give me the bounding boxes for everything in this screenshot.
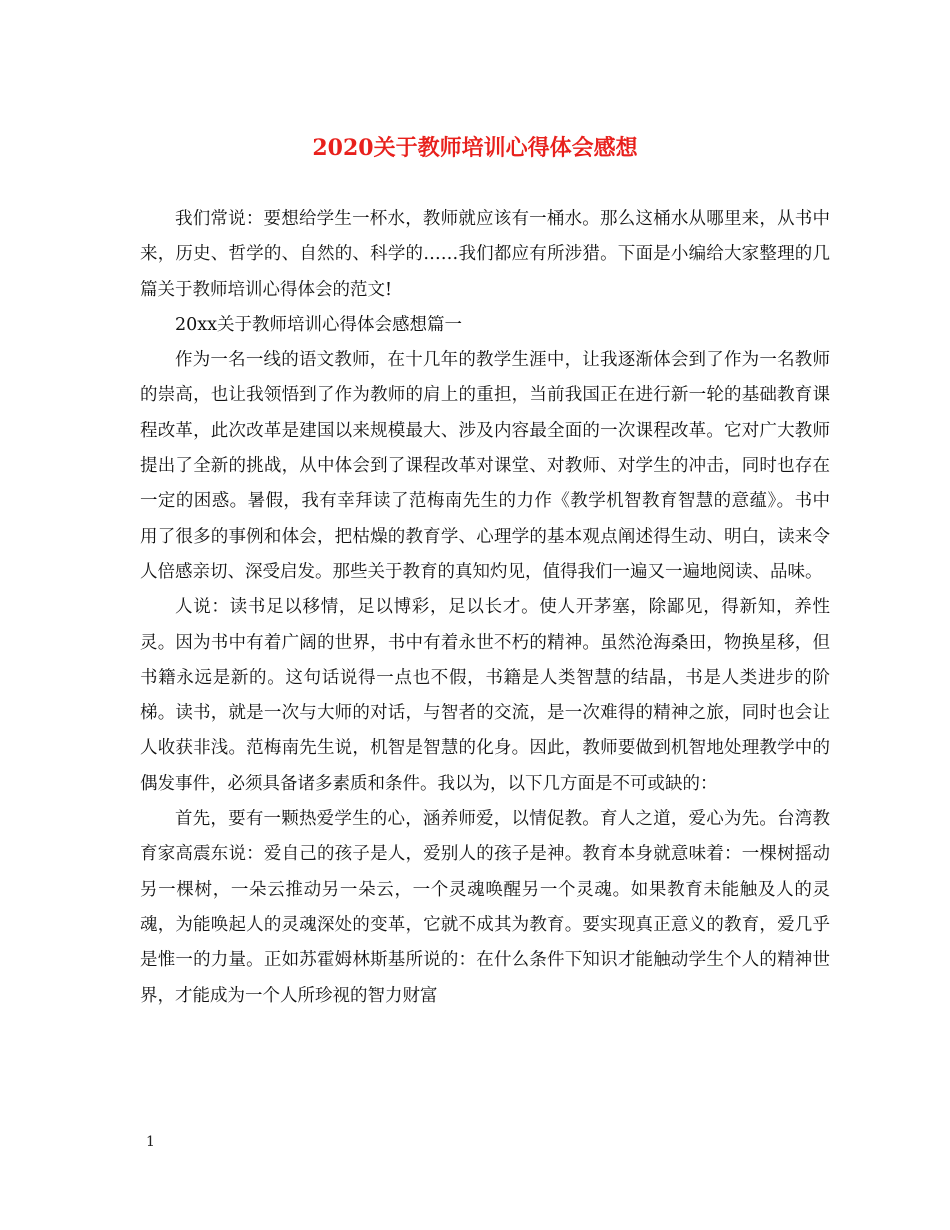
intro-paragraph: 我们常说：要想给学生一杯水，教师就应该有一桶水。那么这桶水从哪里来，从书中来，历史、哲学的、自然的、科学的……我们都应有所涉猎。下面是小编给大家整理的几篇关于教师培训心得体会的范文! — [140, 209, 830, 300]
section-heading: 20xx关于教师培训心得体会感想篇一 — [175, 314, 463, 335]
body-paragraph-2: 人说：读书足以移情，足以博彩，足以长才。使人开茅塞，除鄙见，得新知，养性灵。因为书中有着广阔的世界，书中有着永世不朽的精神。虽然沧海桑田，物换星移，但书籍永远是新的。这句话说得一点也不假，书籍是人类智慧的结晶，书是人类进步的阶梯。读书，就是一次与大师的对话，与智者的交流，是一次难得的精神之旅，同时也会让人收获非浅。范梅南先生说，机智是智慧的化身。因此，教师要做到机智地处理教学中的偶发事件，必须具备诸多素质和条件。我以为，以下几方面是不可或缺的： — [140, 597, 830, 794]
document-title: 2020关于教师培训心得体会感想 — [312, 135, 638, 161]
document-body — [140, 202, 830, 1014]
body-paragraph-1: 作为一名一线的语文教师，在十几年的教学生涯中，让我逐渐体会到了作为一名教师的崇高，也让我领悟到了作为教师的肩上的重担，当前我国正在进行新一轮的基础教育课程改革，此次改革是建国以来规模最大、涉及内容最全面的一次课程改革。它对广大教师提出了全新的挑战，从中体会到了课程改革对课堂、对教师、对学生的冲击，同时也存在一定的困惑。暑假，我有幸拜读了范梅南先生的力作《教学机智教育智慧的意蕴》。书中用了很多的事例和体会，把枯燥的教育学、心理学的基本观点阐述得生动、明白，读来令人倍感亲切、深受启发。那些关于教育的真知灼见，值得我们一遍又一遍地阅读、品味。 — [140, 350, 830, 582]
page-number: 1 — [146, 1134, 155, 1150]
body-paragraph-3: 首先，要有一颗热爱学生的心，涵养师爱，以情促教。育人之道，爱心为先。台湾教育家高震东说：爱自己的孩子是人，爱别人的孩子是神。教育本身就意味着：一棵树摇动另一棵树，一朵云推动另一朵云，一个灵魂唤醒另一个灵魂。如果教育未能触及人的灵魂，为能唤起人的灵魂深处的变革，它就不成其为教育。要实现真正意义的教育，爱几乎是惟一的力量。正如苏霍姆林斯基所说的：在什么条件下知识才能触动学生个人的精神世界，才能成为一个人所珍视的智力财富 — [140, 809, 830, 1006]
